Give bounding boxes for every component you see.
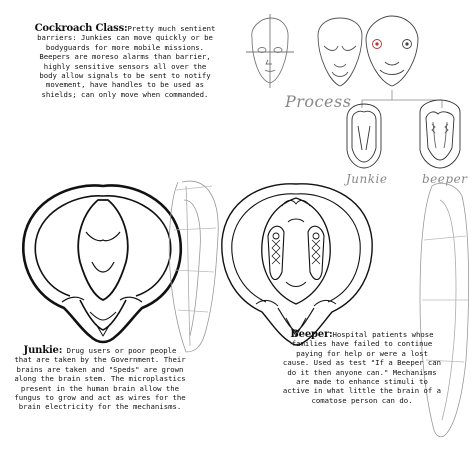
cockroach-class-first-word: Pretty [127,24,154,33]
process-branch-lines [362,90,442,108]
beeper-sketch-label: beeper [422,172,468,186]
beeper-block [282,330,442,405]
junkie-block [14,346,186,412]
junkie-sketch-label: Junkie [346,172,388,186]
beeper-body: patients whose families have failed to continue paying for help or were a lost cause. Used as test "If a Beeper can do it then anyone can." Mechanisms are made to enhance stimuli to active in what little the brain of a comatose person can do. [282,330,442,405]
process-sketch-insect-head [366,16,418,86]
cockroach-class-body: much sentient barriers: Junkies can move quickly or be bodyguards for more mobile missions. Beepers are moreso alarms than barrier, highly sensitive sensors all over the body allow signals to be sent to notify movement, have handles to be used as shields; can only move when commanded. [37,24,216,99]
beeper-heading: Beeper: [290,329,333,340]
process-sketch-mid-head [318,18,362,86]
cockroach-class-block [34,24,216,99]
junkie-body: Drug users or poor people that are taken by the Government. Their brains are taken and "Speds" are grown along the brain stem. The microplastics present in the human brain allow the fungus to grow and act as wires for the brain electricity for the mechanisms. [14,346,186,412]
process-label: Process [285,92,352,111]
beeper-large-drawing [222,184,372,345]
variant-sketch-junkie [347,104,381,168]
cockroach-class-heading: Cockroach Class: [34,23,128,34]
junkie-heading: Junkie: [23,345,63,356]
variant-sketch-beeper [420,100,460,168]
junkie-large-drawing [23,185,180,342]
profile-sketch-left [169,181,218,352]
process-sketch-human-head [246,14,294,88]
beeper-first-word: Hospital [332,330,368,339]
